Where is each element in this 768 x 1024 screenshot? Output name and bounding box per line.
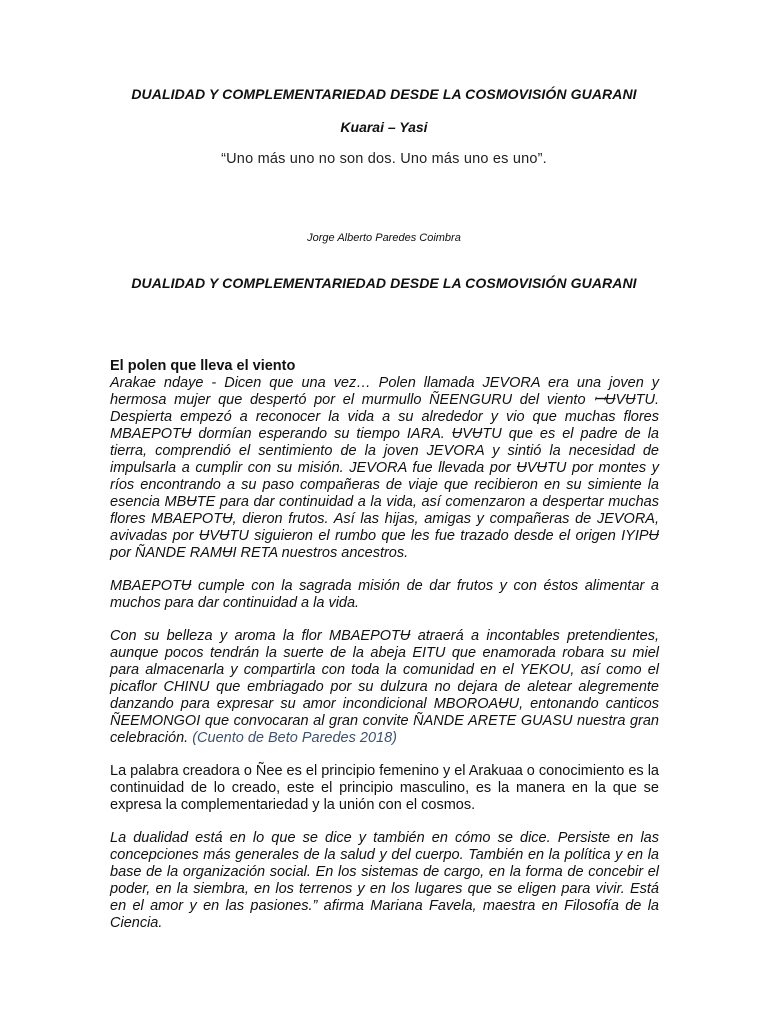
document-subtitle: Kuarai – Yasi	[340, 119, 428, 135]
paragraph-flower-text: Con su belleza y aroma la flor MBAEPOTɄ atraerá a incontables pretendientes, aunque pocos tendrán la suerte de la abeja EITU que enamorada robara su miel para almacenarla y compartirla con toda la comunidad en el YEKOU, así como el picaflor CHINU que embriagado por su dulzura no dejara de aletear alegremente danzando para expresar su amor incondicional MBOROAɄU, entonando canticos ÑEEMONGOI que convocaran al gran convite ÑANDE ARETE GUASU nuestra gran celebración.	[110, 628, 659, 746]
paragraph-mbaepoti: MBAEPOTɄ cumple con la sagrada misión de dar frutos y con éstos alimentar a muchos para dar continuidad a la vida.	[110, 578, 659, 611]
paragraph-duality: La dualidad está en lo que se dice y también en cómo se dice. Persiste en las concepciones más generales de la salud y del cuerpo. También en la política y en la base de la organización social. En los sistemas de cargo, en la forma de concebir el poder, en la siembra, en los terrenos y en los lugares que se eligen para vivir. Está en el amor y en las pasiones.” afirma Mariana Favela, maestra en Filosofía de la Ciencia.	[110, 830, 659, 931]
author-name: Jorge Alberto Paredes Coimbra	[307, 232, 461, 244]
document-body	[110, 357, 659, 932]
document-title: DUALIDAD Y COMPLEMENTARIEDAD DESDE LA COSMOVISIÓN GUARANI	[131, 86, 637, 102]
section-heading: El polen que lleva el viento	[110, 358, 296, 374]
paragraph-story: Arakae ndaye - Dicen que una vez… Polen llamada JEVORA era una joven y hermosa mujer que despertó por el murmullo ÑEENGURU del viento ꟷɄVɄTU. Despierta empezó a reconocer la vida a su alrededor y vio que muchas flores MBAEPOTɄ dormían esperando su tiempo IARA. ɄVɄTU que es el padre de la tierra, comprendió el sentimiento de la joven JEVORA y sintió la necesidad de impulsarla a cumplir con su misión. JEVORA fue llevada por ɄVɄTU por montes y ríos encontrando a su paso compañeras de viaje que recibieron en su simiente la esencia MBɄTE para dar continuidad a la vida, así comenzaron a despertar muchas flores MBAEPOTɄ, dieron frutos. Así las hijas, amigas y compañeras de JEVORA, avivadas por ɄVɄTU siguieron el rumbo que les fue trazado desde el origen IYIPɄ por ÑANDE RAMɄI RETA nuestros ancestros.	[110, 375, 659, 561]
paragraph-flower	[110, 628, 659, 747]
document-title-repeat: DUALIDAD Y COMPLEMENTARIEDAD DESDE LA COSMOVISIÓN GUARANI	[131, 275, 637, 291]
story-citation: (Cuento de Beto Paredes 2018)	[192, 730, 397, 746]
epigraph-quote: “Uno más uno no son dos. Uno más uno es uno”.	[221, 151, 547, 167]
paragraph-creative-word: La palabra creadora o Ñee es el principio femenino y el Arakuaa o conocimiento es la continuidad de lo creado, este el principio masculino, es la manera en la que se expresa la complementariedad y la unión con el cosmos.	[110, 763, 659, 813]
